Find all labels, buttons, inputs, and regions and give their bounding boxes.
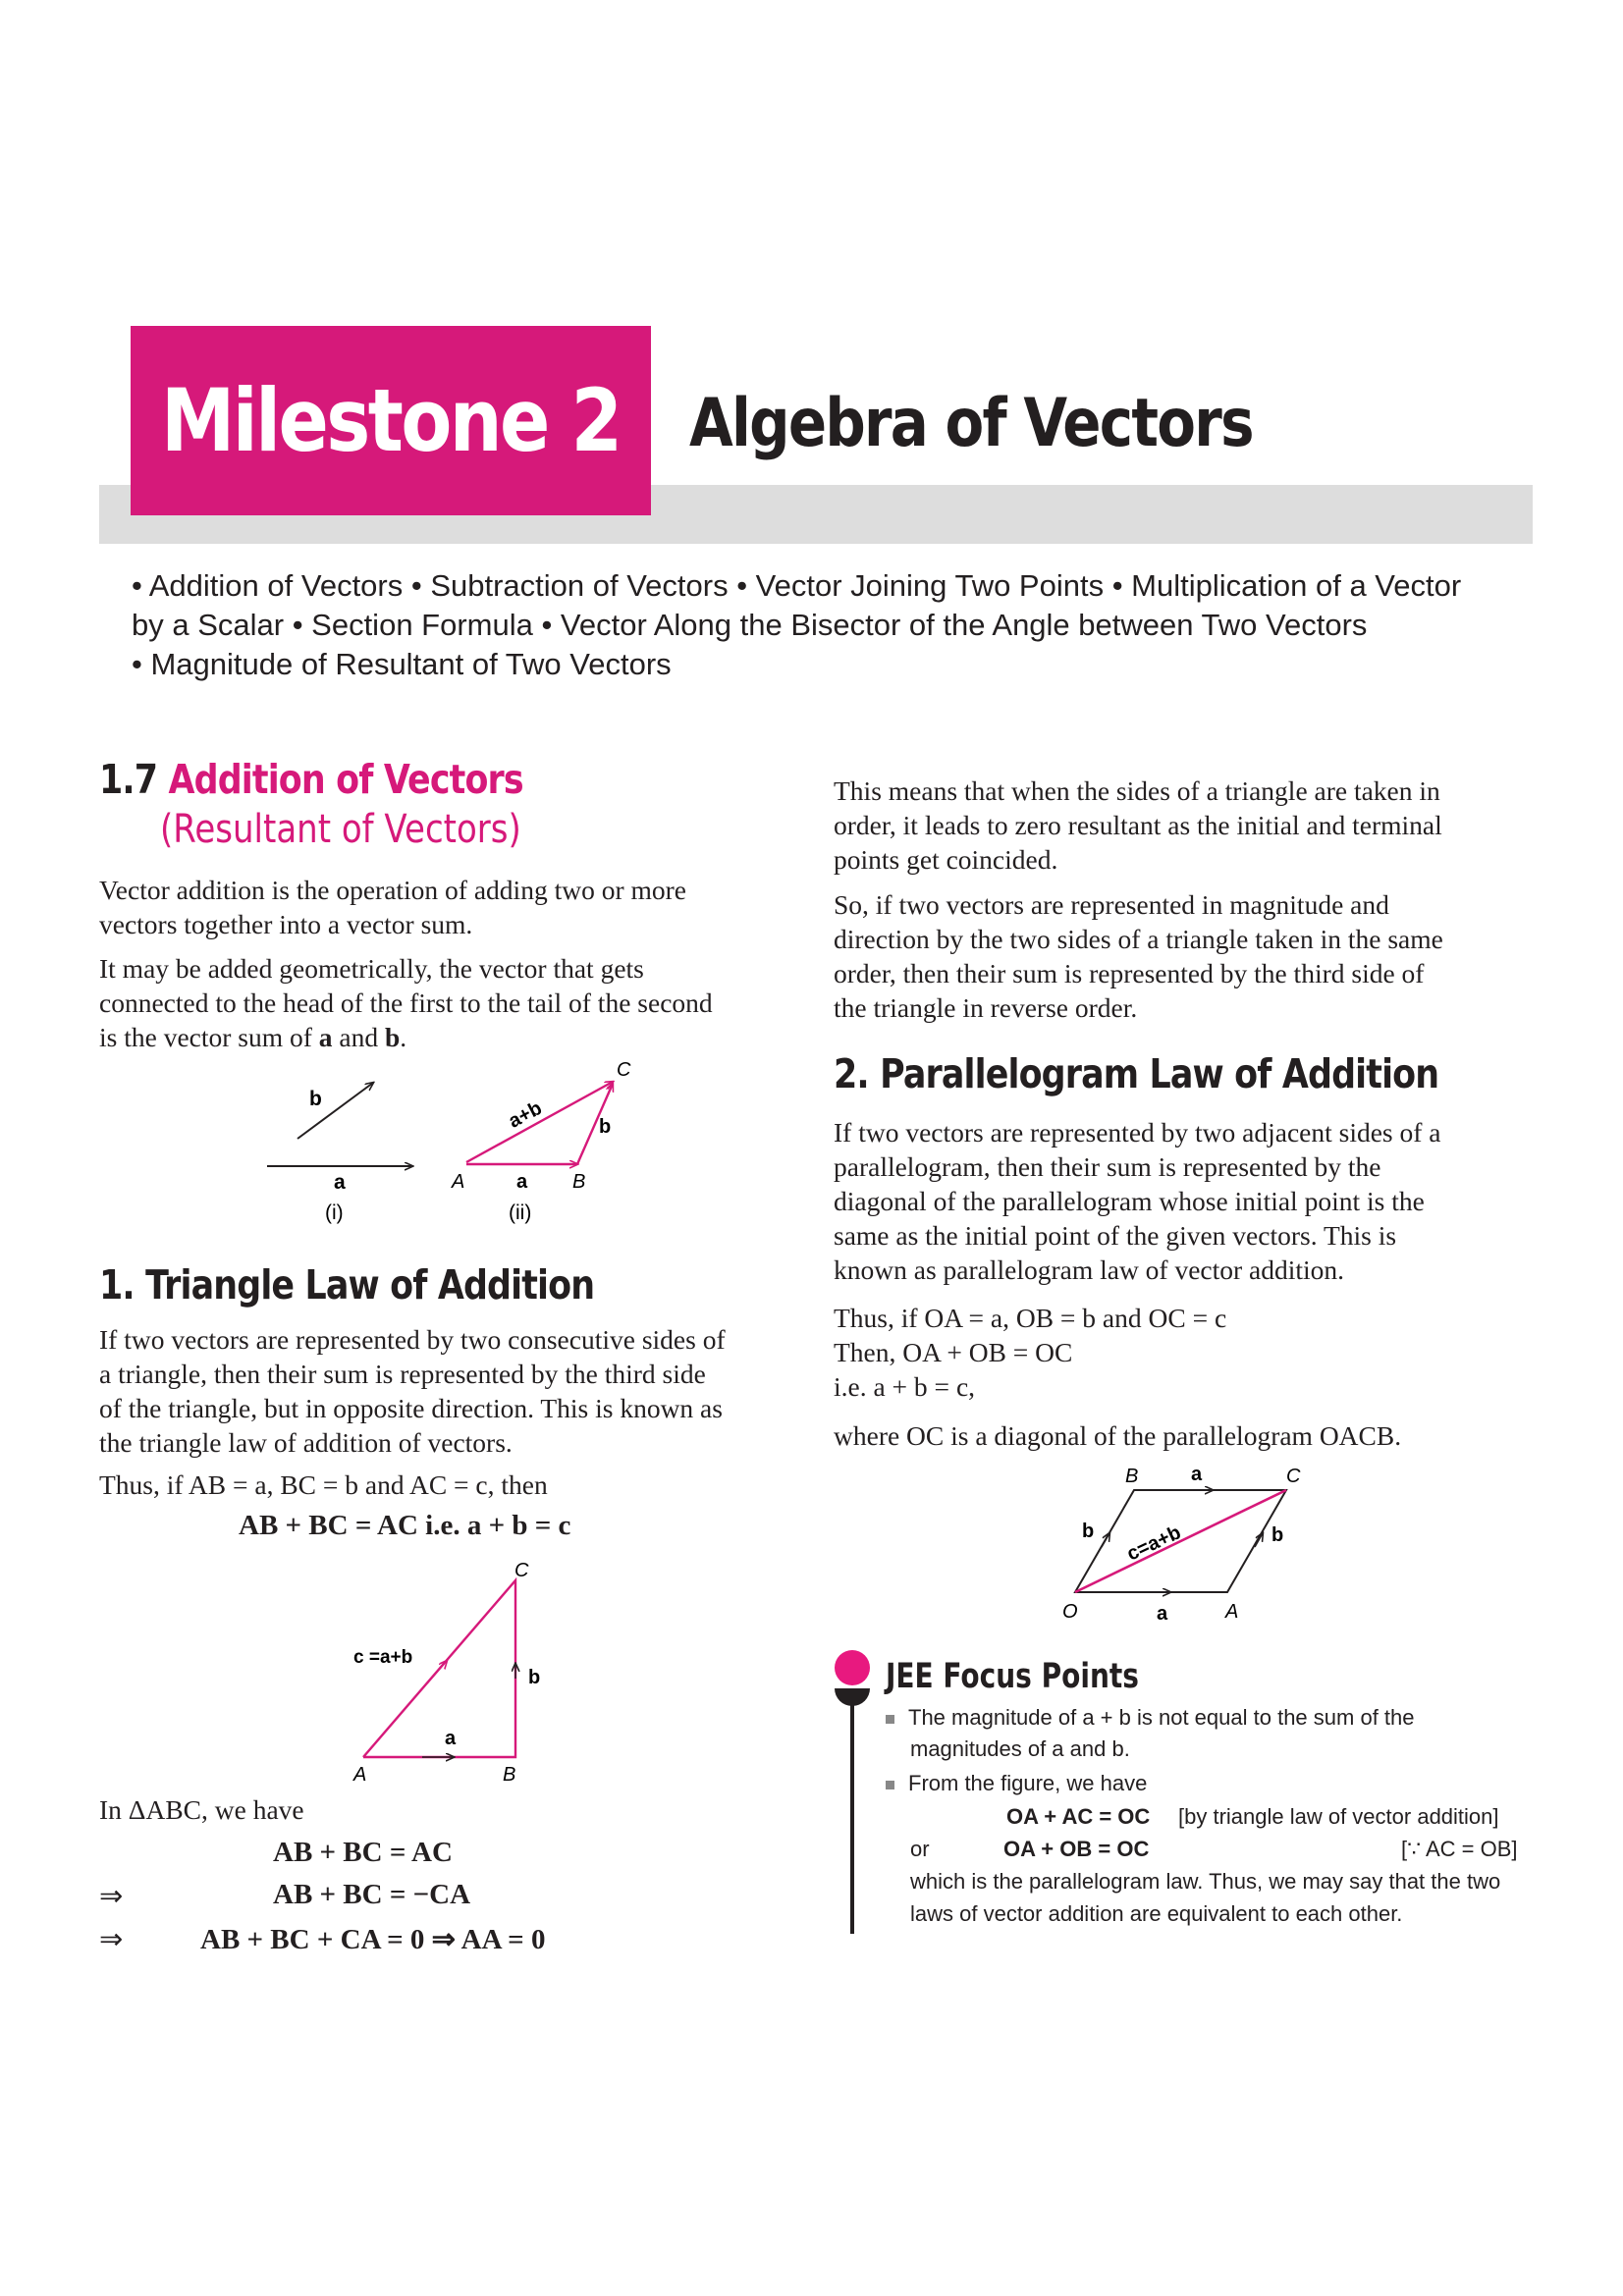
square-bullet-icon bbox=[886, 1715, 894, 1724]
text-run: and bbox=[332, 1022, 385, 1052]
label-diagonal: c=a+b bbox=[1123, 1522, 1185, 1566]
label-a: a bbox=[445, 1728, 457, 1749]
section-title: Addition of Vectors bbox=[168, 756, 523, 803]
reverse-order-paragraph bbox=[834, 887, 1541, 1025]
triangle-law-heading: 1. Triangle Law of Addition bbox=[99, 1261, 595, 1308]
text-line: known as parallelogram law of vector addition. bbox=[834, 1255, 1345, 1285]
label-b-right: b bbox=[1271, 1524, 1284, 1546]
label-B: B bbox=[503, 1764, 516, 1786]
chapter-title: Algebra of Vectors bbox=[689, 385, 1253, 462]
equation-2: AB + BC = −CA bbox=[273, 1879, 471, 1910]
jee-conclusion-line: which is the parallelogram law. Thus, we may say that the two bbox=[910, 1869, 1501, 1894]
text-line: It may be added geometrically, the vector that gets bbox=[99, 953, 644, 984]
section-heading bbox=[99, 756, 523, 803]
text-line: Vector addition is the operation of adding two or more bbox=[99, 875, 686, 905]
parallelogram-law-heading: 2. Parallelogram Law of Addition bbox=[834, 1050, 1439, 1097]
text-line: i.e. a + b = c, bbox=[834, 1371, 976, 1402]
text-line: Then, OA + OB = OC bbox=[834, 1337, 1073, 1367]
label-C: C bbox=[1286, 1466, 1301, 1487]
parallelogram-equations bbox=[834, 1301, 1541, 1404]
jee-conclusion-line: laws of vector addition are equivalent to each other. bbox=[910, 1901, 1403, 1926]
section-subtitle: (Resultant of Vectors) bbox=[160, 807, 521, 852]
label-C: C bbox=[514, 1560, 529, 1581]
label-a: a bbox=[334, 1171, 346, 1194]
text-line: direction by the two sides of a triangle taken in the same bbox=[834, 924, 1443, 954]
label-a-top: a bbox=[1191, 1464, 1203, 1485]
topics-line: by a Scalar • Section Formula • Vector Along the Bisector of the Angle between Two Vectors bbox=[132, 608, 1368, 642]
text-run: is the vector sum of bbox=[99, 1022, 319, 1052]
text-line: Thus, if OA = a, OB = b and OC = c bbox=[834, 1303, 1227, 1333]
triangle-law-paragraph bbox=[99, 1322, 826, 1460]
diagonal-line: where OC is a diagonal of the parallelogram OACB. bbox=[834, 1420, 1402, 1451]
jee-bullet-1-cont: magnitudes of a and b. bbox=[910, 1736, 1130, 1761]
label-apb: a+b bbox=[505, 1096, 546, 1133]
text-line: a triangle, then their sum is represented by the third side bbox=[99, 1359, 706, 1389]
text-run: The magnitude of a + b is not equal to the sum of the bbox=[908, 1705, 1415, 1730]
in-abc-line: In ΔABC, we have bbox=[99, 1794, 304, 1825]
jee-bullet-2 bbox=[886, 1767, 1147, 1799]
text-line: points get coincided. bbox=[834, 844, 1058, 875]
arrow-ac bbox=[1255, 1533, 1263, 1547]
milestone-badge bbox=[131, 326, 651, 515]
caption-ii: (ii) bbox=[509, 1201, 532, 1224]
jee-eq-2: OA + OB = OC bbox=[1003, 1837, 1150, 1861]
arrow-ob bbox=[1102, 1533, 1109, 1547]
equation-3: AB + BC + CA = 0 ⇒ AA = 0 bbox=[200, 1924, 546, 1955]
text-line: order, then their sum is represented by the third side of bbox=[834, 958, 1425, 988]
caption-i: (i) bbox=[325, 1201, 344, 1224]
resultant-paragraph bbox=[834, 774, 1541, 877]
text-line: parallelogram, then their sum is represented by the bbox=[834, 1151, 1381, 1182]
label-B: B bbox=[1125, 1466, 1139, 1487]
jee-eq-2-note: [∵ AC = OB] bbox=[1401, 1837, 1518, 1861]
parallelogram-law-paragraph bbox=[834, 1115, 1541, 1287]
text-line: of the triangle, but in opposite direction. This is known as bbox=[99, 1393, 723, 1423]
jee-marker-icon bbox=[835, 1650, 870, 1685]
text-line: vectors together into a vector sum. bbox=[99, 909, 473, 939]
label-A: A bbox=[1225, 1601, 1239, 1623]
label-A: A bbox=[353, 1764, 367, 1786]
label-O: O bbox=[1062, 1601, 1078, 1623]
text-line: order, it leads to zero resultant as the initial and terminal bbox=[834, 810, 1442, 840]
implies-arrow: ⇒ bbox=[99, 1881, 124, 1912]
jee-rule bbox=[850, 1688, 854, 1934]
jee-or: or bbox=[910, 1837, 930, 1861]
vector-b: b bbox=[385, 1022, 401, 1052]
vector-a: a bbox=[318, 1022, 333, 1052]
label-C: C bbox=[617, 1059, 631, 1081]
label-b: b bbox=[309, 1088, 322, 1110]
text-line: connected to the head of the first to the tail of the second bbox=[99, 988, 713, 1018]
text-line: If two vectors are represented by two consecutive sides of bbox=[99, 1324, 726, 1355]
label-b: b bbox=[528, 1667, 541, 1688]
milestone-label: Milestone 2 bbox=[161, 370, 621, 471]
text-line: If two vectors are represented by two adjacent sides of a bbox=[834, 1117, 1441, 1148]
label-b2: b bbox=[599, 1116, 612, 1138]
vector-apb-arrow bbox=[466, 1082, 613, 1162]
triangle-figure bbox=[344, 1551, 569, 1791]
text-line: the triangle law of addition of vectors. bbox=[99, 1427, 513, 1458]
jee-eq-1-note: [by triangle law of vector addition] bbox=[1178, 1804, 1499, 1829]
side-ac-arrow bbox=[427, 1661, 447, 1683]
jee-title: JEE Focus Points bbox=[886, 1657, 1139, 1696]
label-A: A bbox=[452, 1171, 465, 1193]
equation-1: AB + BC = AC bbox=[273, 1837, 453, 1868]
text-line: the triangle in reverse order. bbox=[834, 992, 1138, 1023]
label-b-left: b bbox=[1082, 1521, 1095, 1542]
label-c: c =a+b bbox=[353, 1647, 413, 1668]
topics-line: • Magnitude of Resultant of Two Vectors bbox=[132, 647, 672, 681]
square-bullet-icon bbox=[886, 1781, 894, 1789]
intro-paragraph bbox=[99, 873, 806, 941]
text-line bbox=[99, 1020, 806, 1054]
vector-addition-figure bbox=[245, 1050, 658, 1237]
label-a-bot: a bbox=[1157, 1603, 1168, 1625]
text-line: So, if two vectors are represented in magnitude and bbox=[834, 889, 1389, 920]
label-B: B bbox=[572, 1171, 586, 1193]
triangle-equation: AB + BC = AC i.e. a + b = c bbox=[239, 1510, 571, 1541]
text-run: . bbox=[400, 1022, 407, 1052]
text-line: diagonal of the parallelogram whose initial point is the bbox=[834, 1186, 1425, 1216]
implies-arrow: ⇒ bbox=[99, 1924, 124, 1955]
thus-line: Thus, if AB = a, BC = b and AC = c, then bbox=[99, 1469, 548, 1500]
parallelogram-figure bbox=[1051, 1461, 1325, 1632]
jee-bullet-1 bbox=[886, 1701, 1415, 1734]
label-a2: a bbox=[516, 1171, 528, 1193]
text-run: From the figure, we have bbox=[908, 1771, 1148, 1795]
geometric-paragraph bbox=[99, 951, 806, 1054]
topics-line: • Addition of Vectors • Subtraction of Vectors • Vector Joining Two Points • Multiplication of a Vector bbox=[132, 568, 1462, 603]
section-number: 1.7 bbox=[99, 756, 158, 803]
jee-eq-1: OA + AC = OC bbox=[1006, 1804, 1151, 1829]
topics-list bbox=[132, 566, 1526, 684]
text-line: same as the initial point of the given vectors. This is bbox=[834, 1220, 1397, 1251]
text-line: This means that when the sides of a triangle are taken in bbox=[834, 775, 1440, 806]
